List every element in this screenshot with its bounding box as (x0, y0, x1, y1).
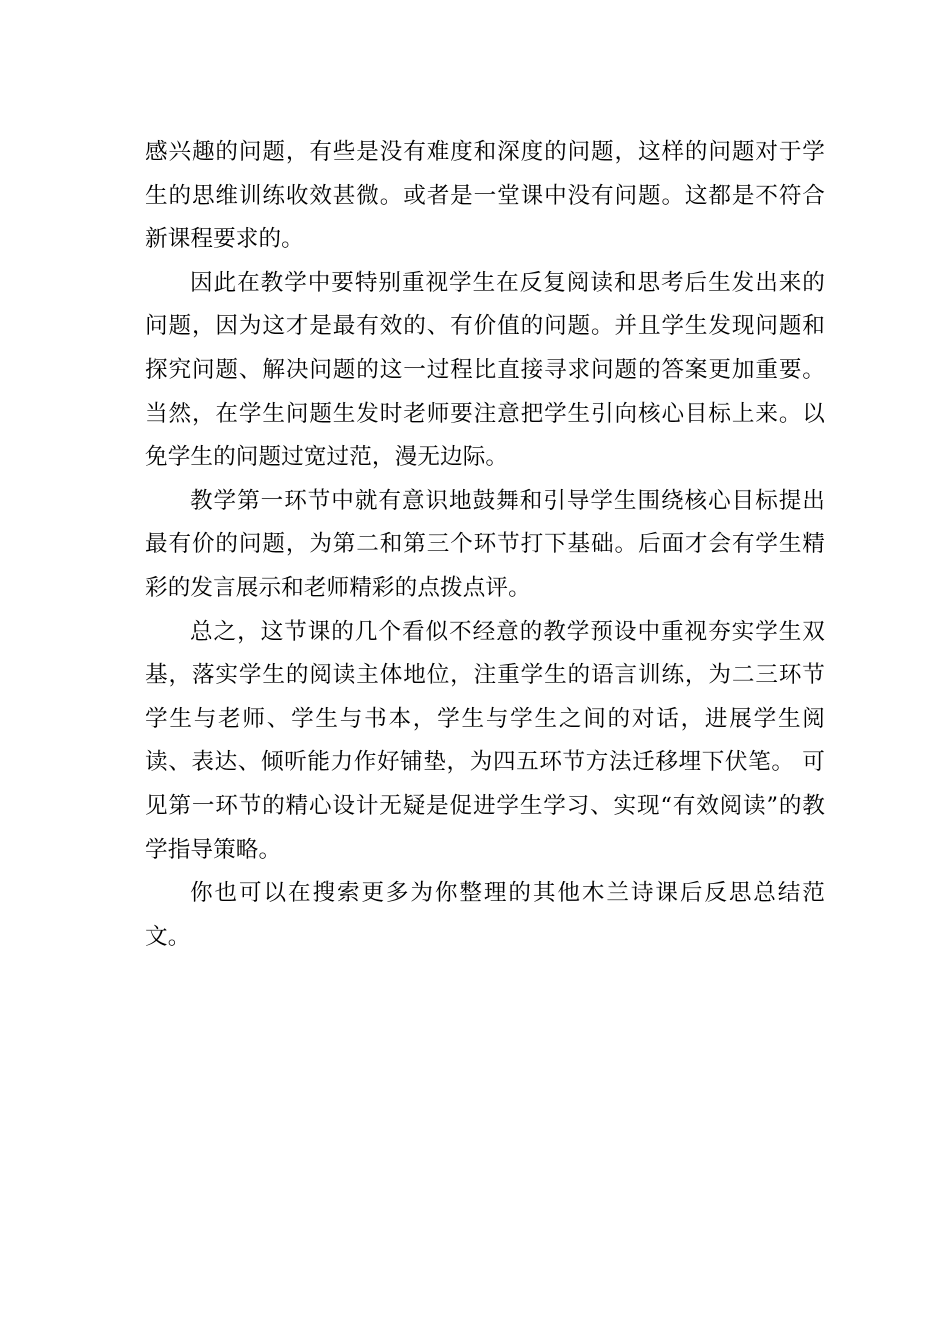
paragraph-summary: 总之，这节课的几个看似不经意的教学预设中重视夯实学生双基，落实学生的阅读主体地位，注重学生的语言训练，为二三环节学生与老师、学生与书本，学生与学生之间的对话，进展学生阅读、表达、倾听能力作好铺垫，为四五环节方法迁移埋下伏笔。 可见第一环节的精心设计无疑是促进学生学习、实现“有效阅读”的教学指导策略。 (145, 618, 825, 863)
document-body (145, 131, 825, 959)
paragraph-continuation: 感兴趣的问题，有些是没有难度和深度的问题，这样的问题对于学生的思维训练收效甚微。或者是一堂课中没有问题。这都是不符合新课程要求的。 (145, 139, 825, 253)
paragraph-closing: 你也可以在搜索更多为你整理的其他木兰诗课后反思总结范文。 (145, 880, 825, 950)
paragraph-first-stage: 教学第一环节中就有意识地鼓舞和引导学生围绕核心目标提出最有价的问题，为第二和第三个环节打下基础。后面才会有学生精彩的发言展示和老师精彩的点拨点评。 (145, 487, 825, 601)
paragraph-student-questions: 因此在教学中要特别重视学生在反复阅读和思考后生发出来的问题，因为这才是最有效的、有价值的问题。并且学生发现问题和探究问题、解决问题的这一过程比直接寻求问题的答案更加重要。当然，在学生问题生发时老师要注意把学生引向核心目标上来。以免学生的问题过宽过范，漫无边际。 (145, 269, 825, 471)
